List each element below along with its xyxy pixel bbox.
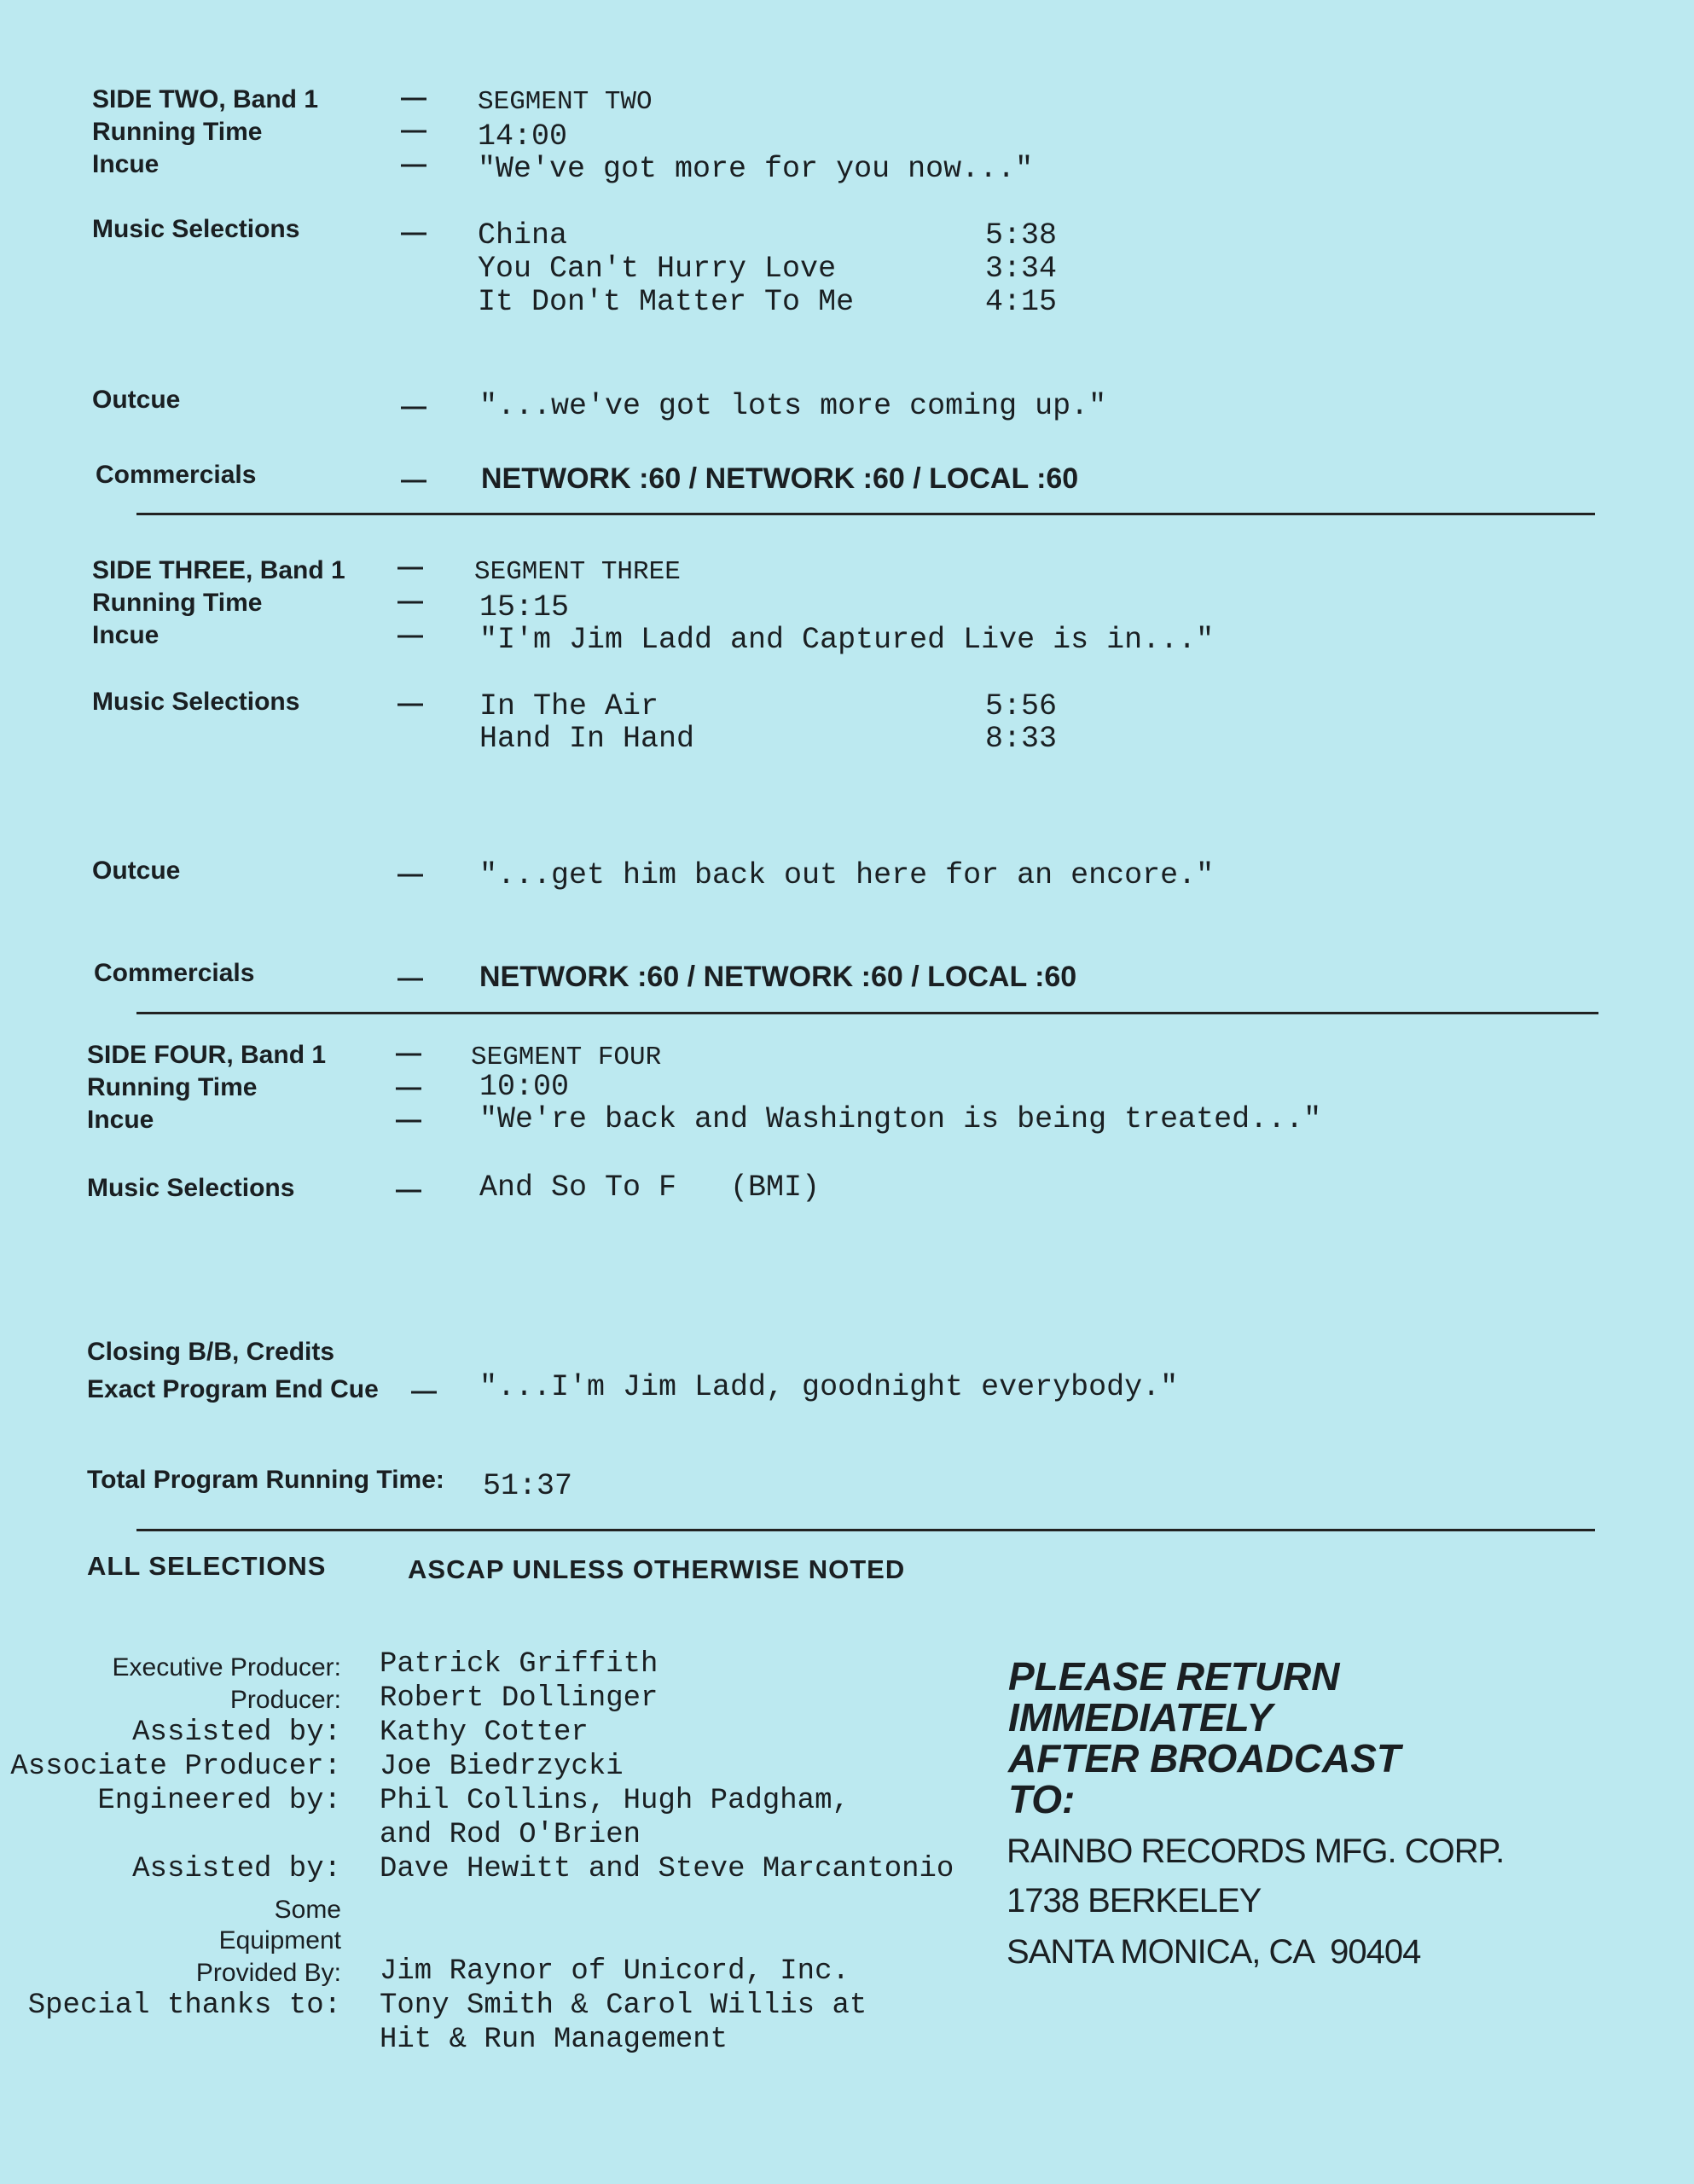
credit-value: Joe Biedrzycki (380, 1751, 624, 1783)
outcue-label: Outcue (92, 386, 181, 414)
dash: — (397, 964, 423, 992)
side-label: SIDE TWO, Band 1 (92, 85, 319, 113)
song-title: China (478, 218, 568, 253)
running-time-label: Running Time (92, 589, 263, 617)
commercials-text: NETWORK :60 / NETWORK :60 / LOCAL :60 (481, 462, 1079, 495)
credit-value: Patrick Griffith (380, 1648, 658, 1681)
return-heading: TO: (1008, 1777, 1076, 1821)
incue-text: "I'm Jim Ladd and Captured Live is in..." (479, 623, 1215, 657)
dash: — (411, 1377, 437, 1405)
credit-label: Equipment (218, 1926, 341, 1955)
running-time: 10:00 (479, 1070, 570, 1104)
dash: — (396, 1039, 421, 1067)
segment-title: SEGMENT FOUR (471, 1043, 662, 1072)
closing-credits-label: Closing B/B, Credits (87, 1338, 335, 1366)
music-selections-label: Music Selections (92, 688, 300, 716)
song-time: 5:56 (985, 689, 1058, 723)
credit-value: Dave Hewitt and Steve Marcantonio (380, 1853, 954, 1885)
credit-label: Assisted by: (132, 1716, 341, 1749)
dash: — (401, 466, 426, 494)
running-time-label: Running Time (87, 1073, 258, 1101)
return-address-line: RAINBO RECORDS MFG. CORP. (1007, 1833, 1505, 1870)
song-title: You Can't Hurry Love (478, 252, 837, 286)
outcue-text: "...we've got lots more coming up." (479, 389, 1107, 423)
credit-value: Kathy Cotter (380, 1716, 589, 1749)
dash: — (401, 392, 426, 421)
segment-title: SEGMENT THREE (474, 557, 681, 587)
return-heading: PLEASE RETURN (1008, 1654, 1340, 1699)
total-running-time-label: Total Program Running Time: (87, 1466, 444, 1494)
incue-label: Incue (92, 621, 160, 649)
song-title: It Don't Matter To Me (478, 285, 855, 319)
dash: — (401, 218, 426, 247)
side-label: SIDE THREE, Band 1 (92, 556, 345, 584)
running-time-label: Running Time (92, 118, 263, 146)
song-time: 5:38 (985, 218, 1058, 253)
credit-label: Special thanks to: (27, 1989, 341, 2022)
ascap-notice: ASCAP UNLESS OTHERWISE NOTED (408, 1554, 906, 1584)
credit-label: Executive Producer: (112, 1653, 341, 1682)
credit-label: Provided By: (195, 1959, 341, 1987)
song-title: And So To F (BMI) (479, 1170, 821, 1205)
divider (136, 1529, 1595, 1531)
music-selections-label: Music Selections (87, 1174, 295, 1202)
dash: — (396, 1176, 421, 1204)
song-time: 4:15 (985, 285, 1058, 319)
credit-label: Producer: (229, 1686, 341, 1714)
credit-label: Assisted by: (132, 1853, 341, 1885)
divider (136, 1012, 1598, 1014)
commercials-label: Commercials (94, 959, 255, 987)
total-running-time: 51:37 (483, 1469, 573, 1503)
return-heading: AFTER BROADCAST (1008, 1736, 1401, 1780)
incue-text: "We're back and Washington is being treated..." (479, 1102, 1322, 1136)
dash: — (401, 116, 426, 144)
running-time: 14:00 (478, 119, 568, 154)
incue-label: Incue (87, 1106, 154, 1134)
song-title: In The Air (479, 689, 659, 723)
segment-title: SEGMENT TWO (478, 87, 653, 117)
credit-value: Robert Dollinger (380, 1682, 658, 1715)
credit-value: Phil Collins, Hugh Padgham, (380, 1785, 850, 1817)
return-heading: IMMEDIATELY (1008, 1695, 1273, 1740)
music-selections-label: Music Selections (92, 215, 300, 243)
credit-label: Engineered by: (97, 1785, 341, 1817)
dash: — (397, 553, 423, 581)
dash: — (401, 150, 426, 178)
outcue-label: Outcue (92, 857, 181, 885)
return-address-line: 1738 BERKELEY (1007, 1882, 1262, 1920)
credit-value: Hit & Run Management (380, 2024, 728, 2056)
incue-text: "We've got more for you now..." (478, 152, 1034, 186)
credit-label: Some (274, 1896, 341, 1924)
dash: — (396, 1106, 421, 1134)
credit-value: Tony Smith & Carol Willis at (380, 1989, 867, 2022)
commercials-label: Commercials (96, 461, 257, 489)
credit-label: Associate Producer: (10, 1751, 341, 1783)
dash: — (397, 587, 423, 615)
incue-label: Incue (92, 150, 160, 178)
song-title: Hand In Hand (479, 722, 695, 756)
divider (136, 513, 1595, 515)
outcue-text: "...get him back out here for an encore." (479, 858, 1215, 892)
return-address-line: SANTA MONICA, CA 90404 (1007, 1933, 1421, 1971)
dash: — (401, 84, 426, 112)
song-time: 8:33 (985, 722, 1058, 756)
dash: — (397, 860, 423, 888)
credit-value: and Rod O'Brien (380, 1819, 641, 1851)
dash: — (397, 689, 423, 717)
credit-value: Jim Raynor of Unicord, Inc. (380, 1955, 850, 1988)
running-time: 15:15 (479, 590, 570, 624)
dash: — (396, 1073, 421, 1101)
end-cue-label: Exact Program End Cue (87, 1375, 379, 1403)
end-cue-text: "...I'm Jim Ladd, goodnight everybody." (479, 1370, 1179, 1404)
side-label: SIDE FOUR, Band 1 (87, 1041, 327, 1069)
dash: — (397, 621, 423, 649)
all-selections-label: ALL SELECTIONS (87, 1551, 327, 1581)
song-time: 3:34 (985, 252, 1058, 286)
commercials-text: NETWORK :60 / NETWORK :60 / LOCAL :60 (479, 961, 1077, 993)
